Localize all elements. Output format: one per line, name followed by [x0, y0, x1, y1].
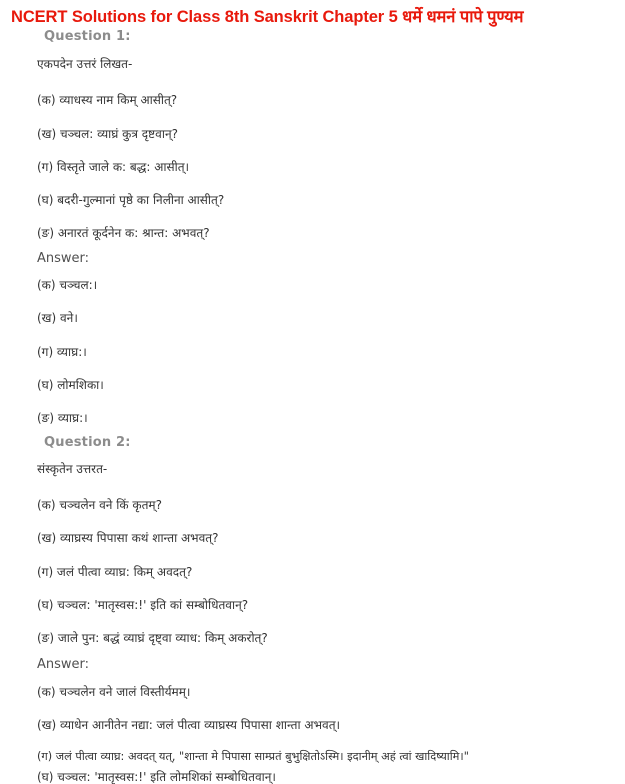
question-1-item: (घ) बदरी-गुल्मानां पृष्ठे का निलीना आसीत्? — [37, 193, 225, 207]
question-2-heading: Question 2: — [44, 435, 131, 450]
question-1-item: (ख) चञ्चल: व्याघ्रं कुत्र दृष्टवान्? — [37, 127, 178, 141]
question-2-item: (क) चञ्चलेन वने किं कृतम्? — [37, 498, 162, 512]
page-title: NCERT Solutions for Class 8th Sanskrit Chapter 5 धर्मे धमनं पापे पुण्यम — [11, 8, 524, 26]
question-1-heading: Question 1: — [44, 29, 131, 44]
answer-2-item: (क) चञ्चलेन वने जालं विस्तीर्यमम्। — [37, 685, 191, 699]
answer-1-item: (घ) लोमशिका। — [37, 378, 104, 392]
question-1-item: (ग) विस्तृते जाले क: बद्ध: आसीत्। — [37, 160, 190, 174]
answer-2-item: (ख) व्याधेन आनीतेन नद्या: जलं पीत्वा व्याघ्रस्य पिपासा शान्ता अभवत्। — [37, 718, 341, 732]
question-2-item: (ङ) जाले पुन: बद्धं व्याघ्रं दृष्ट्वा व्याध: किम् अकरोत्? — [37, 631, 268, 645]
question-2-instruction: संस्कृतेन उत्तरत- — [37, 462, 108, 476]
answer-1-heading: Answer: — [37, 251, 90, 266]
answer-1-item: (ङ) व्याघ्र:। — [37, 411, 88, 425]
question-1-item: (ङ) अनारतं कूर्दनेन क: श्रान्त: अभवत्? — [37, 226, 210, 240]
answer-2-heading: Answer: — [37, 657, 90, 672]
answer-2-item: (ग) जलं पीत्वा व्याघ्र: अवदत् यत्, "शान्ता मे पिपासा साम्प्रतं बुभुक्षितोऽस्मि। इदानीम् अहं त्वां खादिष्यामि।" — [37, 750, 469, 763]
question-1-instruction: एकपदेन उत्तरं लिखत- — [37, 57, 133, 71]
question-2-item: (घ) चञ्चल: 'मातृस्वस:!' इति कां सम्बोधितवान्? — [37, 598, 249, 612]
answer-1-item: (क) चञ्चल:। — [37, 278, 98, 292]
question-2-item: (ख) व्याघ्रस्य पिपासा कथं शान्ता अभवत्? — [37, 531, 219, 545]
answer-1-item: (ख) वने। — [37, 311, 78, 325]
answer-1-item: (ग) व्याघ्र:। — [37, 345, 87, 359]
answer-2-item: (घ) चञ्चल: 'मातृस्वस:!' इति लोमशिकां सम्बोधितवान्। — [37, 770, 276, 784]
question-1-item: (क) व्याधस्य नाम किम् आसीत्? — [37, 93, 178, 107]
question-2-item: (ग) जलं पीत्वा व्याघ्र: किम् अवदत्? — [37, 565, 193, 579]
